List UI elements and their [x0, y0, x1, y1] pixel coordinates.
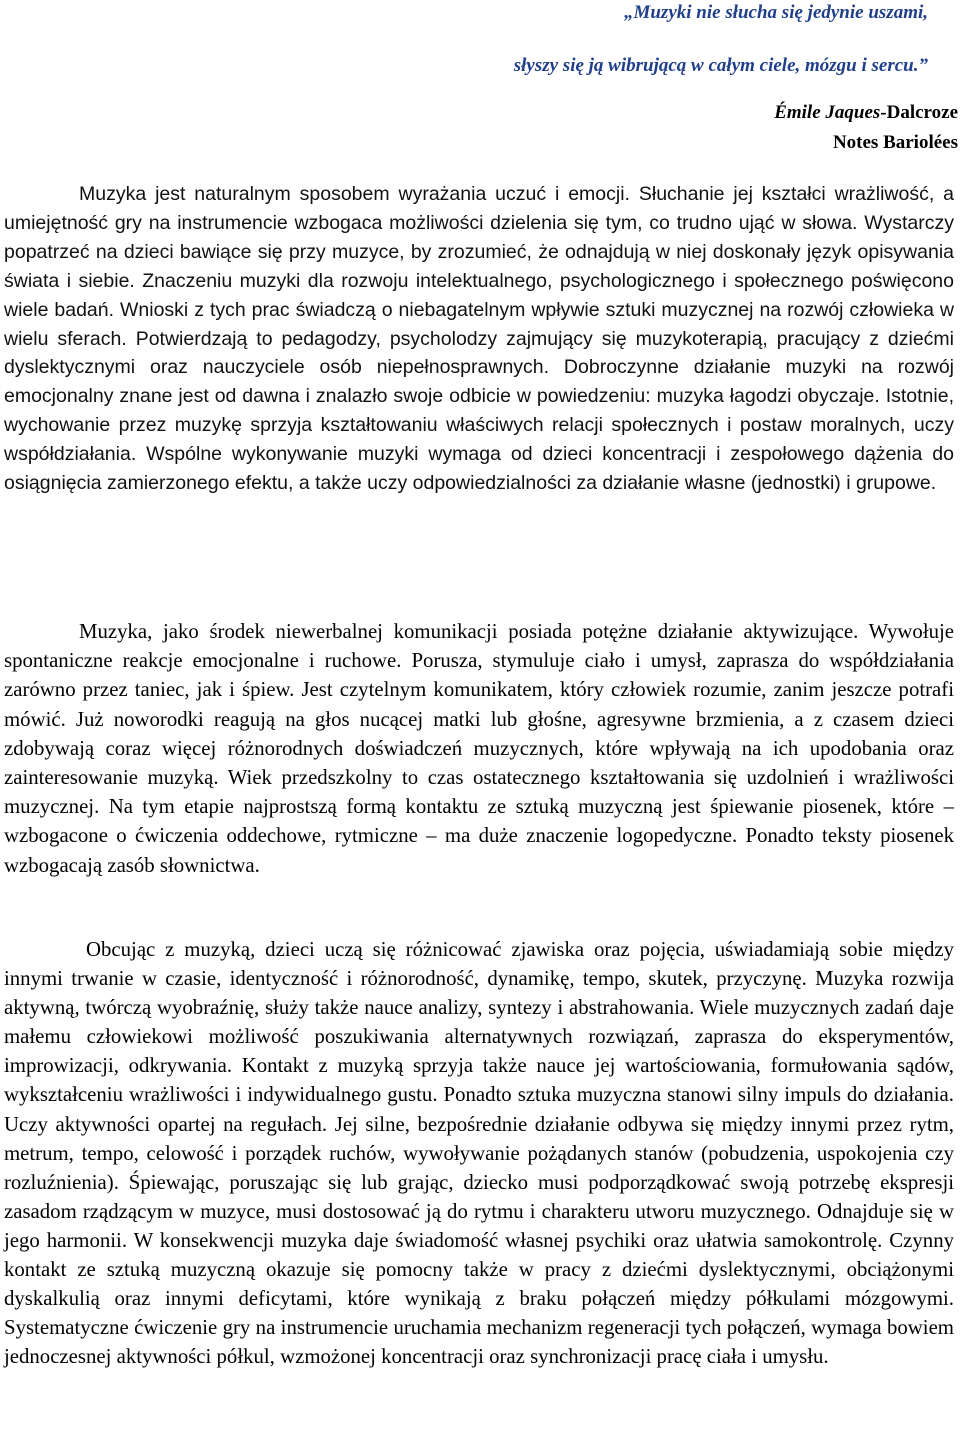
paragraph-3-text: Obcując z muzyką, dzieci uczą się różnicować zjawiska oraz pojęcia, uświadamiają sobie między innymi trwanie w czasie, identyczność i różnorodność, dynamikę, tempo, skutek, przyczynę. Muzyka rozwija aktywną, twórczą wyobraźnię, służy także nauce analizy, syntezy i abstrahowania. Wiele muzycznych zadań daje małemu człowiekowi możliwość poszukiwania alternatywnych rozwiązań, zaprasza do eksperymentów, improwizacji, odkrywania. Kontakt z muzyką sprzyja także nauce jej wartościowania, formułowania sądów, wykształceniu wrażliwości i indywidualnego gustu. Ponadto sztuka muzyczna stanowi silny impuls do działania. Uczy aktywności opartej na regułach. Jej silne, bezpośrednie działanie odbywa się między innymi przez rytm, metrum, tempo, celowość i porządek ruchów, wywoływanie pożądanych stanów (pobudzenia, uspokojenia czy rozluźnienia). Śpiewając, poruszając się lub grając, dziecko musi podporządkować swoją potrzebę ekspresji zasadom rządzącym w muzyce, musi dostosować ją do rytmu i charakteru utworu muzycznego. Odnajduje się w jego harmonii. W konsekwencji muzyka daje świadomość własnej psychiki oraz ułatwia samokontrolę. Czynny kontakt ze sztuką muzyczną okazuje się pomocny także w pracy z dziećmi dyslektycznymi, obciążonymi dyskalkulią oraz innymi deficytami, które wynikają z braku połączeń między półkulami mózgowymi. Systematyczne ćwiczenie gry na instrumencie uruchamia mechanizm regeneracji tych połączeń, wymaga bowiem jednoczesnej aktywności półkul, wzmożonej koncentracji oraz synchronizacji pracę ciała i umysłu. [4, 938, 954, 1369]
epigraph-line-1: „Muzyki nie słucha się jedynie uszami, [623, 2, 928, 23]
author-last-name: -Dalcroze [880, 102, 958, 123]
paragraph-1-text: Muzyka jest naturalnym sposobem wyrażania uczuć i emocji. Słuchanie jej kształci wrażliwość, a umiejętność gry na instrumencie wzbogaca możliwości dzielenia się tym, co trudno ująć w słowa. Wystarczy popatrzeć na dzieci bawiące się przy muzyce, by zrozumieć, że odnajdują w niej doskonały język opisywania świata i siebie. Znaczeniu muzyki dla rozwoju intelektualnego, psychologicznego i społecznego poświęcono wiele badań. Wnioski z tych prac świadczą o niebagatelnym wpływie sztuki muzycznej na rozwój człowieka w wielu sferach. Potwierdzają to pedagodzy, psycholodzy zajmujący się muzykoterapią, pracujący z dziećmi dyslektycznymi oraz nauczyciele osób niepełnosprawnych. Dobroczynne działanie muzyki na rozwój emocjonalny znane jest od dawna i znalazło swoje odbicie w powiedzeniu: muzyka łagodzi obyczaje. Istotnie, wychowanie przez muzykę sprzyja kształtowaniu właściwych relacji społecznych i postaw moralnych, uczy współdziałania. Wspólne wykonywanie muzyki wymaga od dzieci koncentracji i zespołowego dążenia do osiągnięcia zamierzonego efektu, a także uczy odpowiedzialności za działanie własne (jednostki) i grupowe. [4, 183, 954, 495]
epigraph-attribution [774, 98, 958, 158]
body-paragraph-1 [4, 180, 954, 498]
body-paragraph-2 [4, 617, 954, 880]
author-first-name: Émile Jaques [774, 102, 881, 123]
epigraph-quote [514, 0, 928, 80]
body-paragraph-3 [4, 935, 954, 1371]
attribution-work: Notes Bariolées [832, 132, 958, 153]
paragraph-2-text: Muzyka, jako środek niewerbalnej komunikacji posiada potężne działanie aktywizujące. Wywołuje spontaniczne reakcje emocjonalne i ruchowe. Porusza, stymuluje ciało i umysł, zaprasza do współdziałania zarówno przez taniec, jak i śpiew. Jest czytelnym komunikatem, który człowiek rozumie, zanim jeszcze potrafi mówić. Już noworodki reagują na głos nucącej matki lub głośne, agresywne brzmienia, a z czasem dzieci zdobywają coraz więcej różnorodnych doświadczeń muzycznych, które wpływają na ich upodobania oraz zainteresowanie muzyką. Wiek przedszkolny to czas ostatecznego kształtowania się uzdolnień i wrażliwości muzycznej. Na tym etapie najprostszą formą kontaktu ze sztuką muzyczną jest śpiewanie piosenek, które – wzbogacone o ćwiczenia oddechowe, rytmiczne – ma duże znaczenie logopedyczne. Ponadto teksty piosenek wzbogacają zasób słownictwa. [4, 620, 954, 877]
attribution-author [774, 98, 958, 128]
epigraph-line-2: słyszy się ją wibrującą w całym ciele, mózgu i sercu.” [513, 55, 928, 76]
